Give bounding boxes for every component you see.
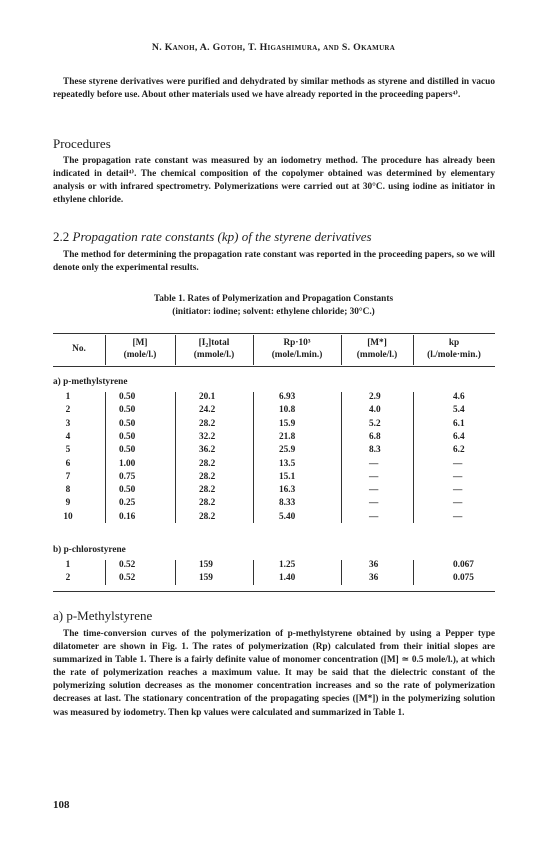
table-b-column-divider <box>253 560 254 585</box>
table-a-cell: 15.9 <box>279 418 296 429</box>
table-a-cell: 4.0 <box>369 405 381 416</box>
table-b-cell: 0.075 <box>453 573 474 584</box>
table-a-column-divider <box>253 392 254 523</box>
table-a-cell: 0.50 <box>119 431 136 442</box>
col-header-mstar-symbol: [M*] <box>367 338 387 348</box>
table-a-cell: 0.75 <box>119 471 136 482</box>
table-a-column-divider <box>175 392 176 523</box>
table-a-cell: 28.2 <box>199 485 216 496</box>
table-b-cell: 0.52 <box>119 560 136 570</box>
table-b-cell: 36 <box>369 573 379 584</box>
table-caption-conditions: (initiator: iodine; solvent: ethylene chloride; 30°C.) <box>172 307 375 317</box>
table-a-cell: 8.33 <box>279 498 296 509</box>
col-header-no: No. <box>72 344 86 354</box>
table-a-cell: 9 <box>65 498 71 509</box>
table-a-cell: 0.16 <box>119 511 136 522</box>
col-header-mstar-unit: (mmole/l.) <box>356 350 398 360</box>
table-a-cell: 6 <box>65 458 71 469</box>
table-a-cell: 1.00 <box>119 458 136 469</box>
table-a-cell: 16.3 <box>279 485 296 496</box>
table-a-cell: 6.2 <box>453 445 465 456</box>
table-a-cell: 15.1 <box>279 471 296 482</box>
col-header-m-unit: (mole/l.) <box>123 350 157 360</box>
table-a-cell: 3 <box>65 418 71 429</box>
table-a-cell: — <box>369 471 379 482</box>
table-a-cell: 28.2 <box>199 511 216 522</box>
table-a-cell: 0.50 <box>119 392 136 402</box>
table-a-cell: 5.40 <box>279 511 296 522</box>
section-heading-2-2 <box>53 229 372 245</box>
table-a-cell: 6.93 <box>279 392 296 402</box>
table-a-cell: 13.5 <box>279 458 296 469</box>
col-header-mstar <box>341 337 413 361</box>
running-header: N. Kanoh, A. Gotoh, T. Higashimura, and S. Okamura <box>151 42 396 53</box>
group-label-a: a) p-methylstyrene <box>53 377 128 387</box>
group-label-b: b) p-chlorostyrene <box>53 545 126 555</box>
table-a-cell: — <box>369 458 379 469</box>
table-b-cell: 159 <box>199 560 213 570</box>
table-caption: Table 1. Rates of Polymerization and Propagation Constants <box>153 294 394 304</box>
col-header-i2-unit: (mmole/l.) <box>193 350 235 360</box>
table-a-cell: 6.8 <box>369 431 381 442</box>
table-b-column-divider <box>413 560 414 585</box>
section-2-2-paragraph: The method for determining the propagation rate constant was reported in the proceeding papers, so we will denote only the experimental results. <box>53 250 495 274</box>
table-a-cell: 36.2 <box>199 445 216 456</box>
table-a-cell: — <box>369 511 379 522</box>
table-b-cell: 1 <box>65 560 71 570</box>
table-b-cell: 0.067 <box>453 560 474 570</box>
table-a-cell: 0.50 <box>119 418 136 429</box>
col-header-rp <box>253 337 341 361</box>
table-b-column-divider <box>105 560 106 585</box>
table-a-cell: 25.9 <box>279 445 296 456</box>
table-a-cell: 1 <box>65 392 71 402</box>
col-header-i2-symbol: [I₂]total <box>198 338 230 348</box>
table-a-cell: — <box>453 498 463 509</box>
table-a-cell: 28.2 <box>199 418 216 429</box>
table-a-cell: 24.2 <box>199 405 216 416</box>
table-b-cell: 159 <box>199 573 213 584</box>
table-a-cell: — <box>369 485 379 496</box>
table-b-column-divider <box>341 560 342 585</box>
table-a-cell: 28.2 <box>199 471 216 482</box>
table-rule-top <box>53 333 495 334</box>
methylstyrene-paragraph: The time-conversion curves of the polymerization of p-methylstyrene obtained by using a Pepper type dilatometer are shown in Fig. 1. The rates of polymerization (Rp) calculated from their initial slopes are summarized in Table 1. There is a fairly definite value of monomer concentration ([M] ≃ 0.5 mole/l.), at which the rate of polymerization reaches a maximum value. It may be said that the dielectric constant of the polymerizing solution decreases as the monomer concentration increases and so the rate of polymerization decreases at last. The stationary concentration of the propagating species ([M*]) in the polymerizing solution was measured by iodometry. Then kp values were calculated and summarized in Table 1. <box>53 629 495 718</box>
table-a-cell: 6.4 <box>453 431 465 442</box>
col-header-rp-unit: (mole/l.min.) <box>271 350 323 360</box>
table-a-cell: — <box>453 458 463 469</box>
table-a-cell: 28.2 <box>199 498 216 509</box>
col-header-m <box>105 337 175 361</box>
table-b-column-divider <box>175 560 176 585</box>
methylstyrene-heading: a) p-Methylstyrene <box>53 608 153 623</box>
table-a-cell: — <box>453 511 463 522</box>
col-header-i2 <box>175 337 253 361</box>
table-a-cell: 8.3 <box>369 445 381 456</box>
table-a-cell: 32.2 <box>199 431 216 442</box>
table-b-cell: 1.25 <box>279 560 296 570</box>
table-a-cell: 20.1 <box>199 392 216 402</box>
table-b-cell: 1.40 <box>279 573 296 584</box>
table-a-cell: 10 <box>63 511 73 522</box>
table-b-cell: 0.52 <box>119 573 136 584</box>
table-a-cell: 0.50 <box>119 405 136 416</box>
table-a-cell: 2.9 <box>369 392 381 402</box>
col-header-kp-unit: (l./mole·min.) <box>427 350 481 360</box>
table-a-cell: 6.1 <box>453 418 465 429</box>
table-a-cell: 5.2 <box>369 418 381 429</box>
col-header-kp <box>413 337 495 361</box>
table-a-cell: 0.50 <box>119 445 136 456</box>
col-header-kp-symbol: kp <box>448 338 460 348</box>
procedures-heading: Procedures <box>53 136 111 151</box>
procedures-paragraph: The propagation rate constant was measured by an iodometry method. The procedure has already been indicated in detail⁴⁾. The chemical composition of the copolymer obtained was determined by elementary analysis or with infrared spectrometry. Polymerizations were carried out at 30°C. using iodine as initiator in ethylene chloride. <box>53 156 495 206</box>
page-number: 108 <box>53 799 70 811</box>
table-a-cell: 0.25 <box>119 498 136 509</box>
table-a-column-divider <box>341 392 342 523</box>
table-a-cell: 4.6 <box>453 392 465 402</box>
intro-paragraph: These styrene derivatives were purified and dehydrated by similar methods as styrene and distilled in vacuo repeatedly before use. About other materials used we have already reported in the proceeding papers⁴⁾. <box>53 77 495 101</box>
table-a-cell: — <box>453 471 463 482</box>
col-header-m-symbol: [M] <box>132 338 148 348</box>
table-a-cell: 5.4 <box>453 405 465 416</box>
table-a-cell: 2 <box>65 405 71 416</box>
table-a-cell: 0.50 <box>119 485 136 496</box>
table-b-cell: 2 <box>65 573 71 584</box>
table-a-cell: — <box>453 485 463 496</box>
table-a-cell: 8 <box>65 485 71 496</box>
table-a-cell: 5 <box>65 445 71 456</box>
table-a-column-divider <box>105 392 106 523</box>
table-a-cell: 28.2 <box>199 458 216 469</box>
table-a-cell: 7 <box>65 471 71 482</box>
table-rule-header <box>53 366 495 367</box>
table-rule-bottom <box>53 591 495 592</box>
table-a-column-divider <box>413 392 414 523</box>
table-a-cell: 4 <box>65 431 71 442</box>
table-a-cell: 21.8 <box>279 431 296 442</box>
section-title: Propagation rate constants (kp) of the styrene derivatives <box>72 229 372 244</box>
section-number: 2.2 <box>53 229 70 244</box>
table-a-cell: — <box>369 498 379 509</box>
col-header-rp-symbol: Rp·10³ <box>283 338 311 348</box>
table-a-cell: 10.8 <box>279 405 296 416</box>
table-b-cell: 36 <box>369 560 379 570</box>
